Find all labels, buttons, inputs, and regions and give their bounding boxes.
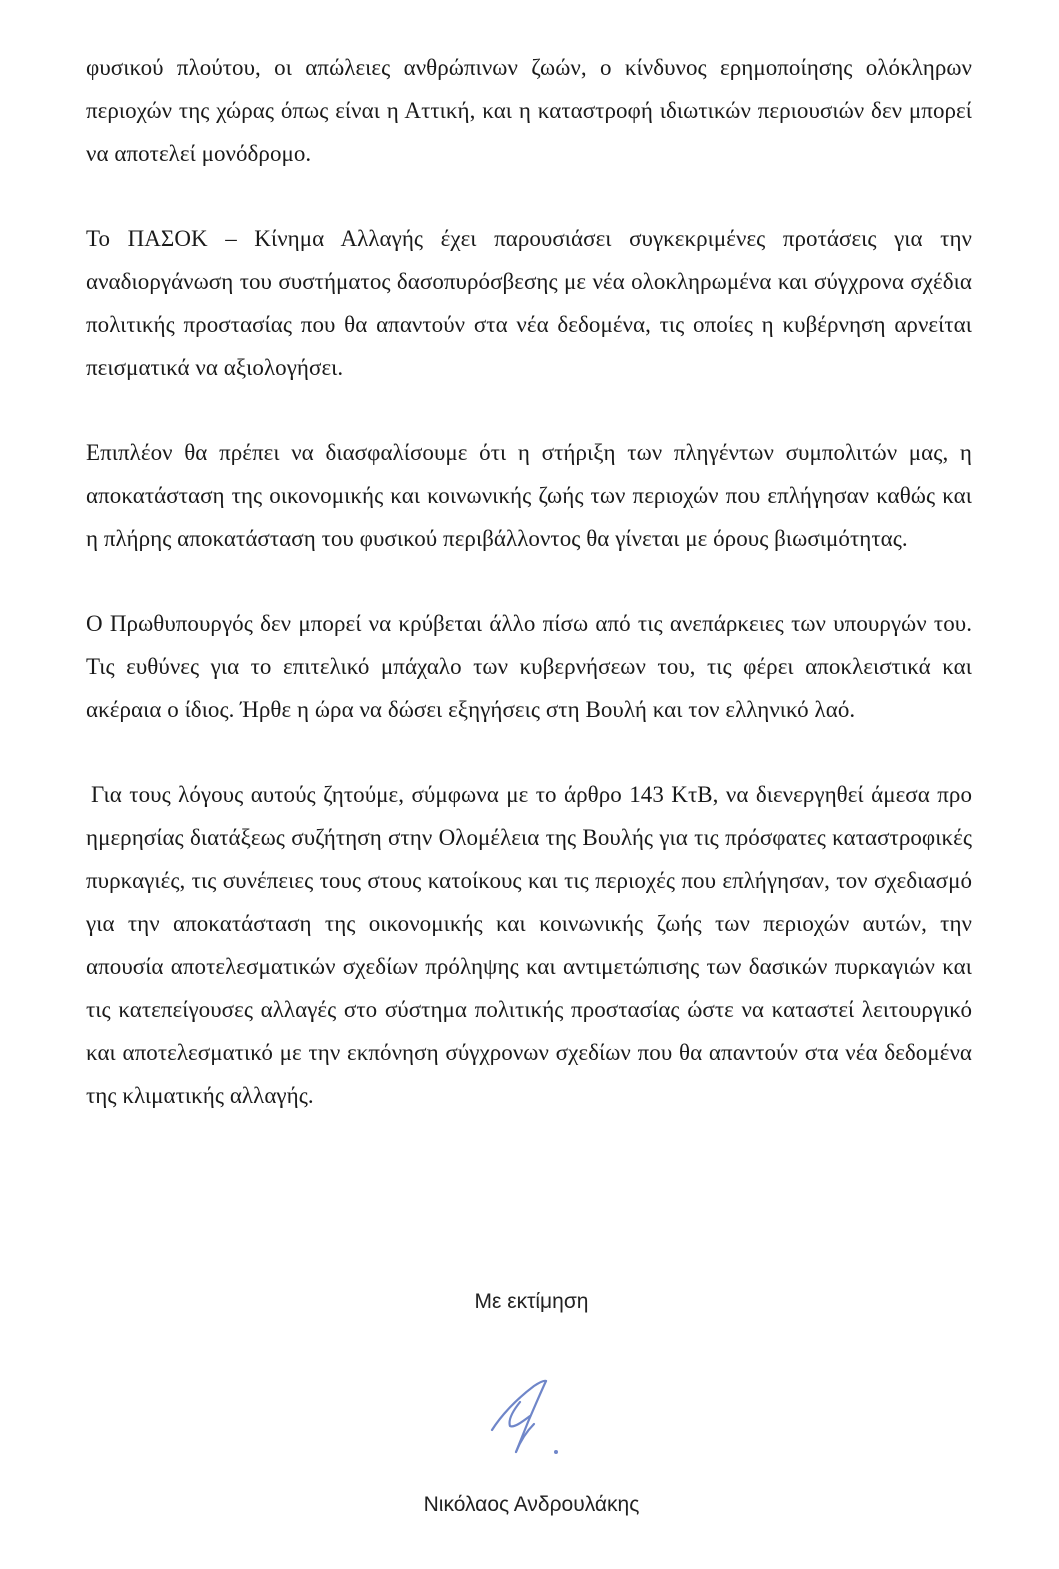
closing-salutation: Με εκτίμηση — [474, 1290, 589, 1313]
paragraph-debate-request: Για τους λόγους αυτούς ζητούμε, σύμφωνα με το άρθρο 143 ΚτΒ, να διενεργηθεί άμεσα προ ημερησίας διατάξεως συζήτηση στην Ολομέλεια της Βουλής για τις πρόσφατες καταστροφικές πυρκαγιές, τις συνέπειες τους στους κατοίκους και τις περιοχές που επλήγησαν, τον σχεδιασμό για την αποκατάσταση της οικονομικής και κοινωνικής ζωής των περιοχών αυτών, την απουσία αποτελεσματικών σχεδίων πρόληψης και αντιμετώπισης των δασικών πυρκαγιών και τις κατεπείγουσες αλλαγές στο σύστημα πολιτικής προστασίας ώστε να καταστεί λειτουργικό και αποτελεσματικό με την εκπόνηση σύγχρονων σχεδίων που θα απαντούν στα νέα δεδομένα της κλιματικής αλλαγής. — [86, 782, 972, 1108]
paragraph-restoration: Επιπλέον θα πρέπει να διασφαλίσουμε ότι η στήριξη των πληγέντων συμπολιτών μας, η αποκατάσταση της οικονομικής και κοινωνικής ζωής των περιοχών που επλήγησαν καθώς και η πλήρης αποκατάσταση του φυσικού περιβάλλοντος θα γίνεται με όρους βιωσιμότητας. — [86, 440, 972, 551]
handwritten-signature — [480, 1372, 580, 1462]
paragraph-natural-wealth: φυσικού πλούτου, οι απώλειες ανθρώπινων ζωών, ο κίνδυνος ερημοποίησης ολόκληρων περιοχών της χώρας όπως είναι η Αττική, και η καταστροφή ιδιωτικών περιουσιών δεν μπορεί να αποτελεί μονόδρομο. — [86, 55, 972, 166]
signer-name: Νικόλαος Ανδρουλάκης — [423, 1493, 640, 1516]
paragraph-pasok-proposals: Το ΠΑΣΟΚ – Κίνημα Αλλαγής έχει παρουσιάσει συγκεκριμένες προτάσεις για την αναδιοργάνωση του συστήματος δασοπυρόσβεσης με νέα ολοκληρωμένα και σύγχρονα σχέδια πολιτικής προστασίας που θα απαντούν στα νέα δεδομένα, τις οποίες η κυβέρνηση αρνείται πεισματικά να αξιολογήσει. — [86, 226, 972, 380]
letter-body — [86, 46, 972, 1159]
paragraph-prime-minister: Ο Πρωθυπουργός δεν μπορεί να κρύβεται άλλο πίσω από τις ανεπάρκειες των υπουργών του. Τις ευθύνες για το επιτελικό μπάχαλο των κυβερνήσεων του, τις φέρει αποκλειστικά και ακέραια ο ίδιος. Ήρθε η ώρα να δώσει εξηγήσεις στη Βουλή και τον ελληνικό λαό. — [86, 611, 972, 722]
